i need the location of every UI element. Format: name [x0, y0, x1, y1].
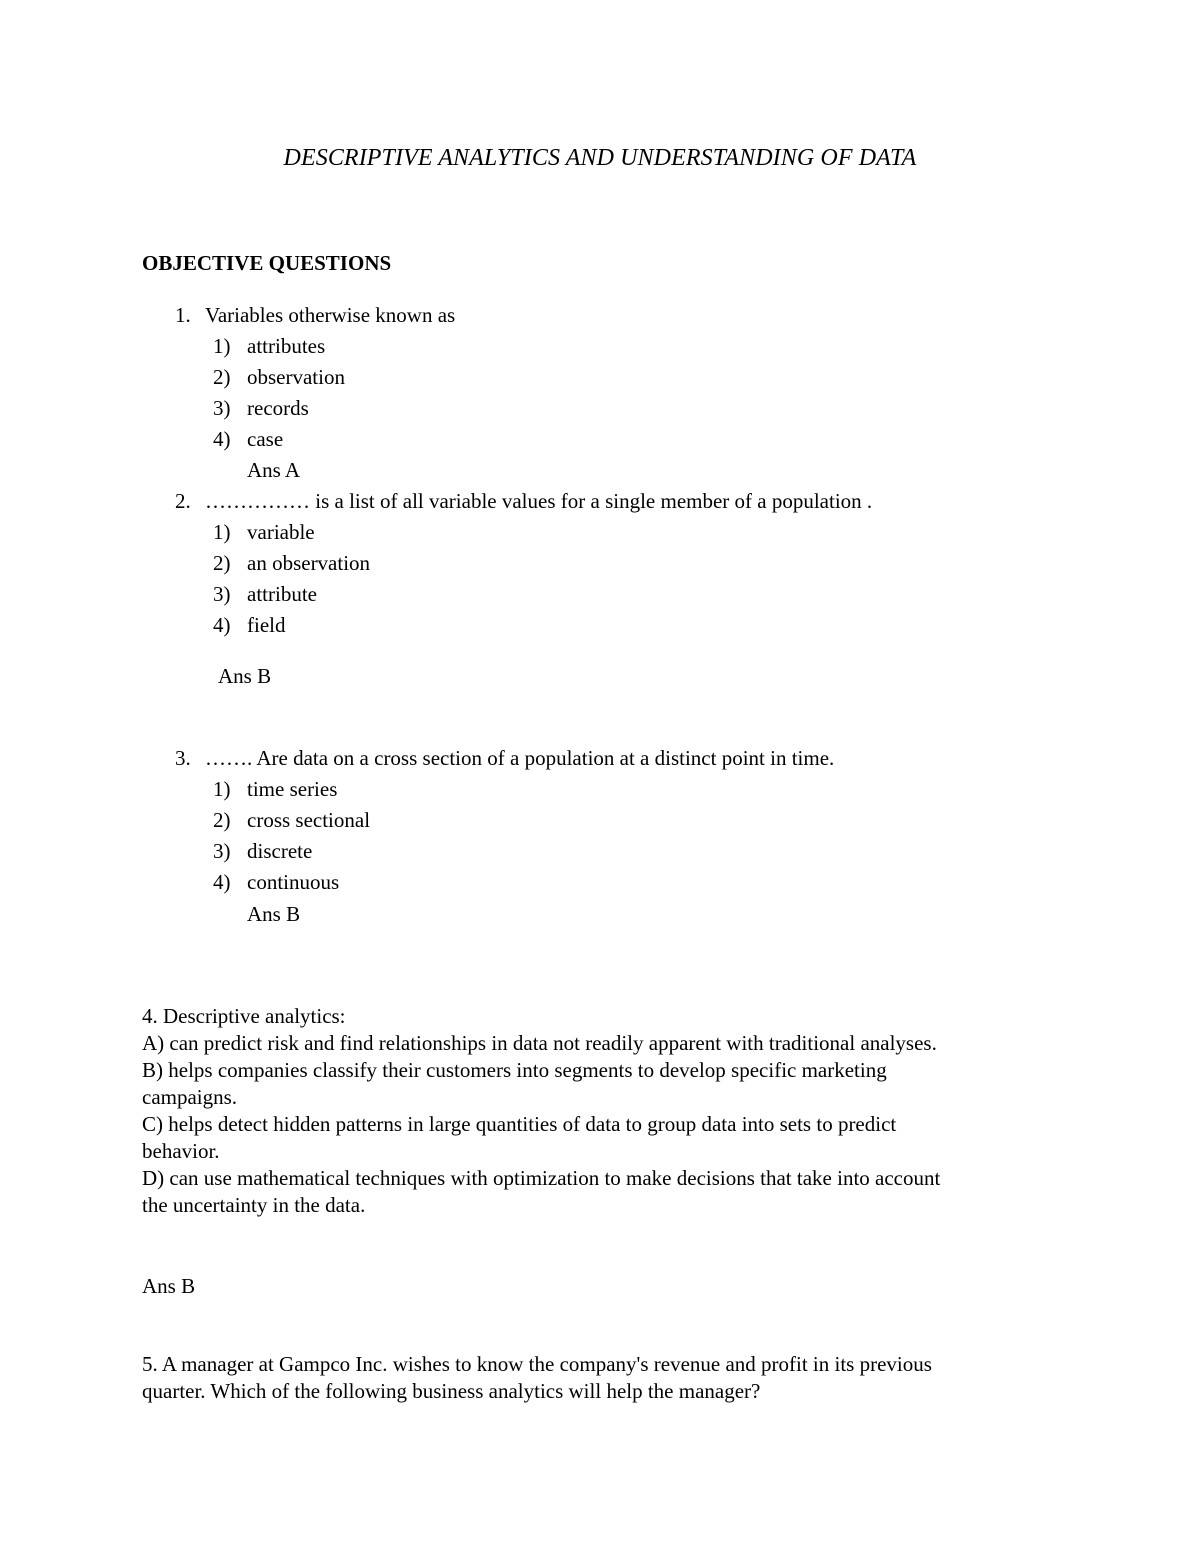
- question-text: Variables otherwise known as: [205, 303, 456, 327]
- option-item: 3) attribute: [213, 582, 317, 606]
- option-item: 4) case: [213, 427, 284, 451]
- option-item: 2) an observation: [213, 551, 371, 575]
- document-title: DESCRIPTIVE ANALYTICS AND UNDERSTANDING OF DATA: [283, 145, 917, 171]
- option-line: behavior.: [142, 1139, 220, 1163]
- option-item: 4) continuous: [213, 870, 340, 894]
- option-item: 3) records: [213, 396, 309, 420]
- option-item: 1) time series: [213, 777, 338, 801]
- option-item: 4) field: [213, 613, 286, 637]
- option-line: campaigns.: [142, 1085, 238, 1109]
- option-line: C) helps detect hidden patterns in large quantities of data to group data into sets to predict: [142, 1112, 897, 1136]
- question-number: 2.: [175, 489, 191, 513]
- option-item: 1) attributes: [213, 334, 326, 358]
- option-item: 1) variable: [213, 520, 315, 544]
- question-number: 3.: [175, 746, 191, 770]
- option-line: B) helps companies classify their customers into segments to develop specific marketing: [142, 1058, 887, 1082]
- option-item: 2) cross sectional: [213, 808, 371, 832]
- question-stem: [175, 491, 872, 512]
- answer-label: Ans A: [247, 458, 301, 482]
- option-line: A) can predict risk and find relationships in data not readily apparent with traditional analyses.: [142, 1031, 937, 1055]
- question-stem: 4. Descriptive analytics:: [142, 1004, 346, 1028]
- answer-label: Ans B: [247, 902, 301, 926]
- question-stem: [175, 748, 834, 769]
- option-item: 2) observation: [213, 365, 345, 389]
- answer-label: Ans B: [142, 1274, 196, 1298]
- question-stem: [175, 305, 455, 326]
- answer-label: Ans B: [218, 664, 272, 688]
- question-text: …………… is a list of all variable values for a single member of a population .: [205, 489, 873, 513]
- option-line: D) can use mathematical techniques with optimization to make decisions that take into account: [142, 1166, 941, 1190]
- section-heading: OBJECTIVE QUESTIONS: [142, 251, 392, 275]
- question-number: 1.: [175, 303, 191, 327]
- option-item: 3) discrete: [213, 839, 313, 863]
- question-stem: quarter. Which of the following business analytics will help the manager?: [142, 1379, 761, 1403]
- question-stem: 5. A manager at Gampco Inc. wishes to know the company's revenue and profit in its previous: [142, 1352, 932, 1376]
- question-text: ……. Are data on a cross section of a population at a distinct point in time.: [205, 746, 835, 770]
- option-line: the uncertainty in the data.: [142, 1193, 366, 1217]
